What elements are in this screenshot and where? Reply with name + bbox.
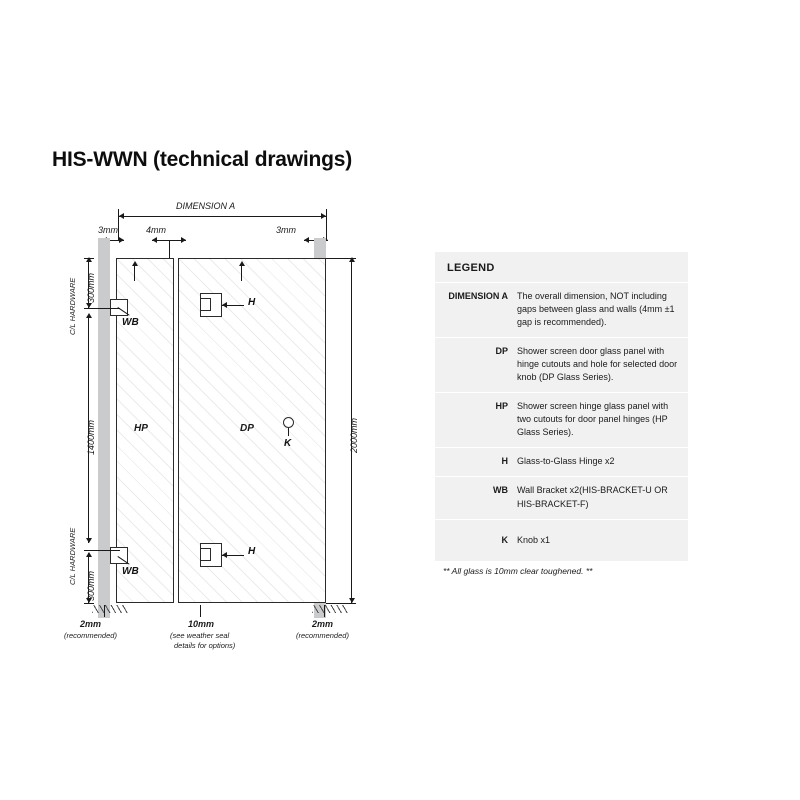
callout-wall-bracket-bottom: WB <box>122 566 139 577</box>
legend-row <box>435 337 688 392</box>
hinge-top-leader-arrow <box>222 302 227 308</box>
callout-knob: K <box>284 438 292 449</box>
gap-middle-extension <box>169 240 170 260</box>
glass-panel-hp-label: HP <box>134 423 148 434</box>
bottom-center-value: 10mm <box>188 619 215 629</box>
legend-code: HP <box>495 401 508 412</box>
callout-hinge-bottom: H <box>248 546 256 557</box>
bottom-right-note: (recommended) <box>296 631 349 640</box>
gap-left-label: 3mm <box>98 225 118 235</box>
dim-300-bottom-arrow-u <box>86 552 92 557</box>
knob-leader <box>288 428 289 436</box>
hinge-bottom-cutout <box>200 548 211 561</box>
hinge-bottom <box>200 543 222 567</box>
legend-description: Wall Bracket x2(HIS-BRACKET-U OR HIS-BRACKET-F) <box>517 485 668 509</box>
dim-1400-label: 1400mm <box>86 419 96 455</box>
dim-300-bottom-label: 300mm <box>86 570 96 601</box>
bottom-center-leader <box>200 605 201 617</box>
legend-description: Knob x1 <box>517 534 551 545</box>
dim-300-top-label: 300mm <box>86 272 96 303</box>
dim-300-bottom-tick-a <box>84 550 120 551</box>
dim-300-bottom-tick-b <box>84 603 94 604</box>
dim-1400-arrow-u <box>86 313 92 318</box>
legend-panel <box>435 252 688 561</box>
dim-300-top-tick-a <box>84 258 94 259</box>
bottom-left-note: (recommended) <box>64 631 117 640</box>
bottom-left-leader <box>104 605 105 617</box>
legend-code: K <box>501 534 508 545</box>
wall-left <box>98 238 110 618</box>
floor-hatch-left <box>92 605 128 613</box>
page-title: HIS-WWN (technical drawings) <box>52 148 353 171</box>
legend-row <box>435 476 688 518</box>
bottom-center-note-1: (see weather seal <box>170 631 230 640</box>
gap-right-label: 3mm <box>276 225 296 235</box>
legend-code: WB <box>493 485 508 496</box>
dim-2000-tick-bottom <box>326 603 356 604</box>
dimension-a-arrow-left <box>119 213 124 219</box>
gap-middle-label: 4mm <box>146 225 166 235</box>
gap-left-arrow-b <box>119 237 124 243</box>
legend-description: Shower screen door glass panel with hinge cutouts and hole for selected door knob (DP Glass Series). <box>517 346 678 383</box>
dim-2000-label: 2000mm <box>349 417 359 453</box>
shower-screen-drawing <box>40 195 420 675</box>
dimension-a-line <box>118 216 326 217</box>
legend-code: H <box>501 456 508 467</box>
glass-panel-dp-label: DP <box>240 423 254 434</box>
bottom-right-value: 2mm <box>312 619 334 629</box>
callout-hinge-top: H <box>248 297 256 308</box>
callout-wall-bracket-top: WB <box>122 317 139 328</box>
legend-row <box>435 519 688 561</box>
bottom-left-value: 2mm <box>80 619 102 629</box>
legend-code: DIMENSION A <box>448 291 508 301</box>
floor-hatch-right <box>312 605 348 613</box>
legend-description: Glass-to-Glass Hinge x2 <box>517 456 615 467</box>
legend-code: DP <box>495 346 508 357</box>
hinge-top <box>200 293 222 317</box>
legend-row <box>435 392 688 447</box>
legend-description: The overall dimension, NOT including gaps between glass and walls (4mm ±1 gap is recommended). <box>517 291 675 328</box>
bottom-center-note-2: details for options) <box>174 641 236 650</box>
dp-direction-arrow <box>239 261 245 266</box>
cl-hardware-top-label: C/L HARDWARE <box>68 277 77 335</box>
legend-footnote: ** All glass is 10mm clear toughened. ** <box>443 566 593 576</box>
gap-right-arrow-a <box>304 237 309 243</box>
bottom-right-leader <box>324 605 325 617</box>
legend-description: Shower screen hinge glass panel with two cutouts for door panel hinges (HP Glass Series). <box>517 401 669 438</box>
dim-1400-arrow-d <box>86 538 92 543</box>
hinge-top-cutout <box>200 298 211 311</box>
gap-middle-arrow-a <box>152 237 157 243</box>
dim-2000-tick-top <box>326 258 356 259</box>
hinge-bottom-leader-arrow <box>222 552 227 558</box>
dimension-a-label: DIMENSION A <box>176 201 236 211</box>
hp-direction-arrow <box>132 261 138 266</box>
cl-hardware-bottom-label: C/L HARDWARE <box>68 527 77 585</box>
gap-middle-arrow-b <box>181 237 186 243</box>
dim-300-top-tick-b <box>84 308 120 309</box>
legend-row <box>435 282 688 337</box>
legend-title: LEGEND <box>447 262 495 274</box>
door-knob <box>283 417 294 428</box>
legend-row <box>435 447 688 476</box>
